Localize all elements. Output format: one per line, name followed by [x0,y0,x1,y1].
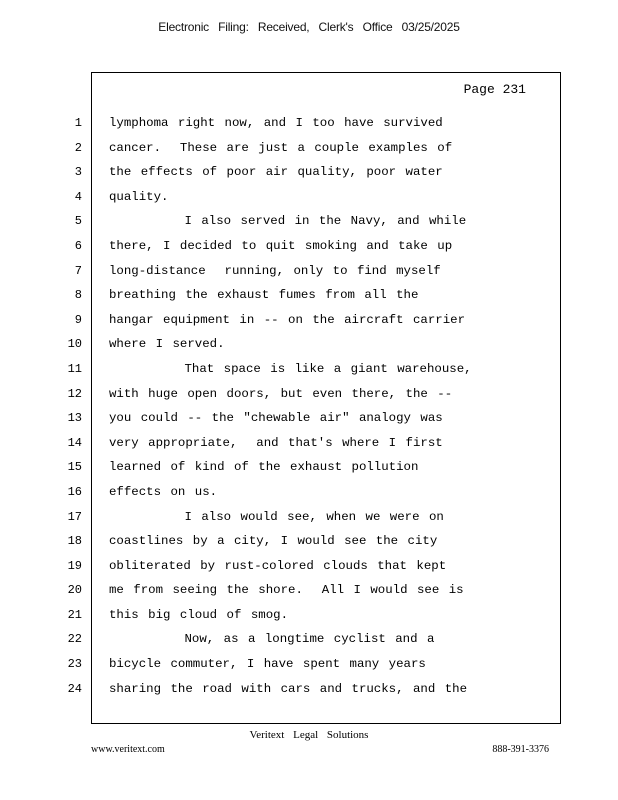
line-number: 14 [67,435,82,450]
transcript-line: quality. [109,189,169,204]
transcript-line: the effects of poor air quality, poor water [109,165,443,180]
transcript-line: where I served. [109,337,225,352]
line-number-column [60,111,82,701]
transcript-line: That space is like a giant warehouse, [109,361,472,376]
footer-company-name: Veritext Legal Solutions [249,729,369,741]
transcript-line: hangar equipment in -- on the aircraft carrier [109,312,466,327]
line-number: 8 [74,288,82,303]
line-number: 9 [74,312,82,327]
line-number: 16 [67,484,82,499]
line-number: 15 [67,460,82,475]
line-number: 24 [67,681,82,696]
line-number: 17 [67,509,82,524]
transcript-line: I also served in the Navy, and while [109,214,467,229]
line-number: 4 [74,189,82,204]
line-number: 2 [74,140,82,155]
footer-phone: 888-391-3376 [492,744,549,755]
transcript-line: bicycle commuter, I have spent many years [109,657,426,672]
transcript-line: Now, as a longtime cyclist and a [109,632,435,647]
line-number: 22 [67,632,82,647]
transcript-line: learned of kind of the exhaust pollution [109,460,419,475]
transcript-line: with huge open doors, but even there, the -- [109,386,453,401]
line-number: 13 [67,411,82,426]
footer-website: www.veritext.com [91,744,165,755]
transcript-line: lymphoma right now, and I too have survived [109,116,443,130]
line-number: 21 [67,607,82,622]
transcript-line: very appropriate, and that's where I first [109,435,443,450]
transcript-line: there, I decided to quit smoking and take up [109,238,453,253]
transcript-line: breathing the exhaust fumes from all the [109,288,419,303]
transcript-line: you could -- the "chewable air" analogy was [109,411,443,426]
transcript-line: long-distance running, only to find myself [109,263,441,278]
line-number: 6 [74,238,82,253]
line-number: 5 [74,214,82,229]
transcript-line: this big cloud of smog. [109,607,289,622]
transcript-line: cancer. These are just a couple examples of [109,140,453,155]
page-number: Page 231 [463,82,526,97]
transcript-line: me from seeing the shore. All I would see is [109,583,464,598]
transcript-text [109,111,555,701]
line-number: 20 [67,583,82,598]
transcript-line: sharing the road with cars and trucks, and the [109,681,468,696]
line-number: 19 [67,558,82,573]
line-number: 23 [67,657,82,672]
line-number: 1 [74,116,82,130]
line-number: 3 [74,165,82,180]
filing-stamp-header: Electronic Filing: Received, Clerk's Office 03/25/2025 [158,20,460,34]
line-number: 11 [67,361,82,376]
line-number: 10 [67,337,82,352]
line-number: 12 [67,386,82,401]
transcript-line: obliterated by rust-colored clouds that kept [109,558,447,573]
transcript-line: effects on us. [109,484,218,499]
line-number: 18 [67,534,82,549]
transcript-line: I also would see, when we were on [109,509,444,524]
transcript-line: coastlines by a city, I would see the city [109,534,438,549]
line-number: 7 [74,263,82,278]
